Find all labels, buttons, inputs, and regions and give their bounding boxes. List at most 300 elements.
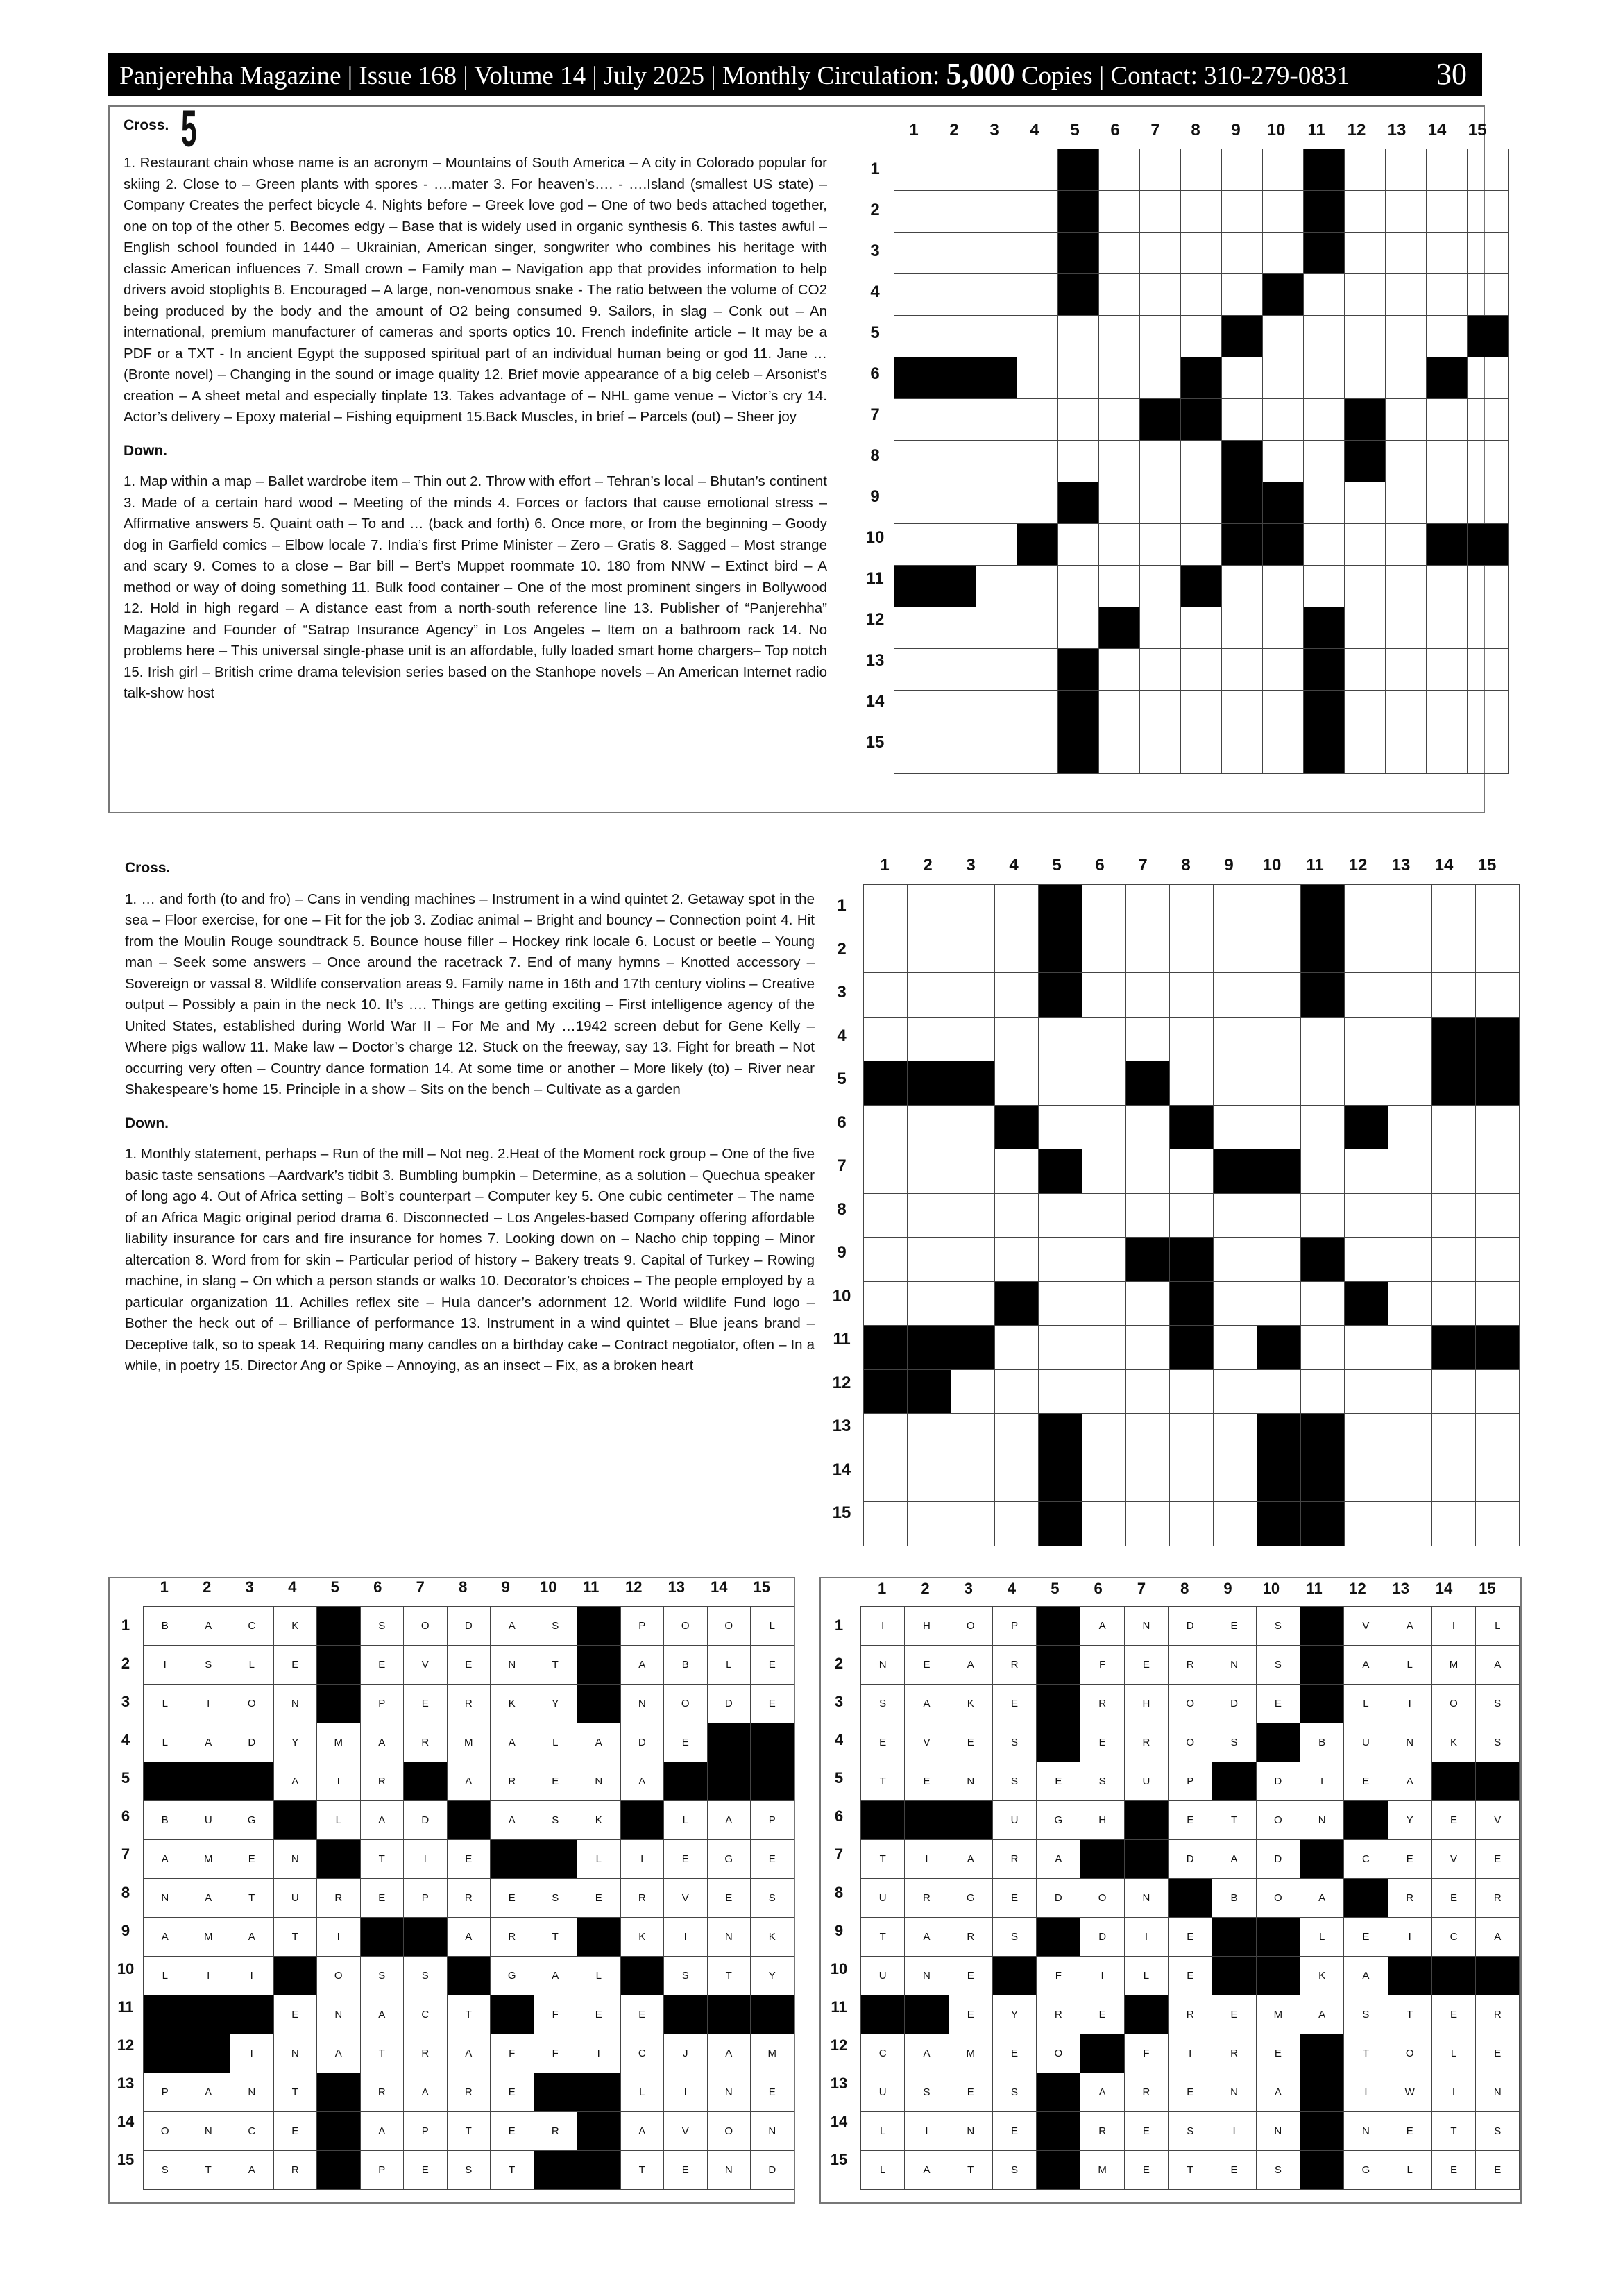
empty-square[interactable] bbox=[1017, 149, 1058, 191]
empty-square[interactable] bbox=[1468, 482, 1509, 524]
empty-square[interactable] bbox=[1301, 1149, 1345, 1194]
empty-square[interactable] bbox=[1386, 524, 1427, 566]
empty-square[interactable] bbox=[1476, 1458, 1520, 1502]
empty-square[interactable] bbox=[935, 732, 976, 774]
empty-square[interactable] bbox=[935, 233, 976, 274]
empty-square[interactable] bbox=[1388, 1017, 1432, 1061]
empty-square[interactable] bbox=[1181, 524, 1222, 566]
empty-square[interactable] bbox=[1170, 1061, 1214, 1106]
empty-square[interactable] bbox=[1432, 1458, 1476, 1502]
empty-square[interactable] bbox=[908, 885, 951, 929]
empty-square[interactable] bbox=[935, 607, 976, 649]
empty-square[interactable] bbox=[1017, 316, 1058, 357]
empty-square[interactable] bbox=[1263, 649, 1304, 691]
empty-square[interactable] bbox=[1222, 649, 1263, 691]
empty-square[interactable] bbox=[1214, 1281, 1257, 1326]
empty-square[interactable] bbox=[1058, 441, 1099, 482]
empty-square[interactable] bbox=[1263, 691, 1304, 732]
empty-square[interactable] bbox=[1017, 357, 1058, 399]
empty-square[interactable] bbox=[935, 399, 976, 441]
empty-square[interactable] bbox=[1082, 1281, 1126, 1326]
empty-square[interactable] bbox=[1082, 1061, 1126, 1106]
empty-square[interactable] bbox=[1126, 1326, 1170, 1370]
empty-square[interactable] bbox=[1427, 191, 1468, 233]
empty-square[interactable] bbox=[1386, 566, 1427, 607]
empty-square[interactable] bbox=[976, 316, 1017, 357]
empty-square[interactable] bbox=[1082, 1105, 1126, 1149]
empty-square[interactable] bbox=[1468, 191, 1509, 233]
empty-square[interactable] bbox=[1181, 316, 1222, 357]
empty-square[interactable] bbox=[1222, 732, 1263, 774]
empty-square[interactable] bbox=[1214, 1369, 1257, 1414]
empty-square[interactable] bbox=[1140, 274, 1181, 316]
empty-square[interactable] bbox=[894, 316, 935, 357]
empty-square[interactable] bbox=[864, 1502, 908, 1546]
empty-square[interactable] bbox=[1257, 1017, 1301, 1061]
empty-square[interactable] bbox=[935, 149, 976, 191]
empty-square[interactable] bbox=[1099, 441, 1140, 482]
empty-square[interactable] bbox=[1058, 316, 1099, 357]
empty-square[interactable] bbox=[1170, 1193, 1214, 1238]
empty-square[interactable] bbox=[1214, 1061, 1257, 1106]
empty-square[interactable] bbox=[1126, 1458, 1170, 1502]
empty-square[interactable] bbox=[864, 1414, 908, 1458]
empty-square[interactable] bbox=[1257, 1281, 1301, 1326]
empty-square[interactable] bbox=[1476, 929, 1520, 973]
empty-square[interactable] bbox=[1263, 607, 1304, 649]
empty-square[interactable] bbox=[1263, 399, 1304, 441]
empty-square[interactable] bbox=[1468, 649, 1509, 691]
empty-square[interactable] bbox=[1058, 399, 1099, 441]
empty-square[interactable] bbox=[1304, 399, 1345, 441]
empty-square[interactable] bbox=[1126, 1414, 1170, 1458]
empty-square[interactable] bbox=[1257, 1061, 1301, 1106]
empty-square[interactable] bbox=[1170, 929, 1214, 973]
empty-square[interactable] bbox=[1388, 1149, 1432, 1194]
empty-square[interactable] bbox=[1427, 399, 1468, 441]
empty-square[interactable] bbox=[1039, 1017, 1082, 1061]
empty-square[interactable] bbox=[1476, 973, 1520, 1018]
empty-square[interactable] bbox=[1388, 1458, 1432, 1502]
empty-square[interactable] bbox=[1345, 316, 1386, 357]
empty-square[interactable] bbox=[1170, 1149, 1214, 1194]
empty-square[interactable] bbox=[995, 1193, 1039, 1238]
empty-square[interactable] bbox=[1468, 399, 1509, 441]
empty-square[interactable] bbox=[1345, 1369, 1388, 1414]
empty-square[interactable] bbox=[1427, 691, 1468, 732]
empty-square[interactable] bbox=[1082, 1149, 1126, 1194]
empty-square[interactable] bbox=[864, 929, 908, 973]
empty-square[interactable] bbox=[1427, 649, 1468, 691]
empty-square[interactable] bbox=[1126, 1017, 1170, 1061]
empty-square[interactable] bbox=[1126, 1369, 1170, 1414]
empty-square[interactable] bbox=[1170, 1414, 1214, 1458]
empty-square[interactable] bbox=[1140, 482, 1181, 524]
empty-square[interactable] bbox=[995, 929, 1039, 973]
empty-square[interactable] bbox=[1140, 149, 1181, 191]
empty-square[interactable] bbox=[1257, 1238, 1301, 1282]
empty-square[interactable] bbox=[1257, 1105, 1301, 1149]
empty-square[interactable] bbox=[894, 191, 935, 233]
empty-square[interactable] bbox=[1345, 482, 1386, 524]
empty-square[interactable] bbox=[1386, 649, 1427, 691]
empty-square[interactable] bbox=[1140, 316, 1181, 357]
empty-square[interactable] bbox=[1140, 357, 1181, 399]
empty-square[interactable] bbox=[951, 1149, 995, 1194]
empty-square[interactable] bbox=[935, 524, 976, 566]
empty-square[interactable] bbox=[976, 441, 1017, 482]
empty-square[interactable] bbox=[1468, 607, 1509, 649]
empty-square[interactable] bbox=[1126, 885, 1170, 929]
empty-square[interactable] bbox=[1427, 607, 1468, 649]
empty-square[interactable] bbox=[935, 441, 976, 482]
empty-square[interactable] bbox=[1468, 357, 1509, 399]
empty-square[interactable] bbox=[864, 1105, 908, 1149]
empty-square[interactable] bbox=[1222, 607, 1263, 649]
empty-square[interactable] bbox=[894, 274, 935, 316]
empty-square[interactable] bbox=[1386, 191, 1427, 233]
empty-square[interactable] bbox=[951, 1238, 995, 1282]
empty-square[interactable] bbox=[1126, 929, 1170, 973]
empty-square[interactable] bbox=[995, 1149, 1039, 1194]
empty-square[interactable] bbox=[1017, 649, 1058, 691]
empty-square[interactable] bbox=[1082, 1193, 1126, 1238]
empty-square[interactable] bbox=[1432, 1149, 1476, 1194]
empty-square[interactable] bbox=[864, 1281, 908, 1326]
empty-square[interactable] bbox=[894, 441, 935, 482]
empty-square[interactable] bbox=[1099, 482, 1140, 524]
empty-square[interactable] bbox=[1214, 1105, 1257, 1149]
empty-square[interactable] bbox=[1214, 1502, 1257, 1546]
empty-square[interactable] bbox=[951, 1502, 995, 1546]
empty-square[interactable] bbox=[1257, 973, 1301, 1018]
empty-square[interactable] bbox=[894, 607, 935, 649]
empty-square[interactable] bbox=[1345, 1238, 1388, 1282]
empty-square[interactable] bbox=[1304, 566, 1345, 607]
empty-square[interactable] bbox=[951, 973, 995, 1018]
empty-square[interactable] bbox=[1432, 929, 1476, 973]
empty-square[interactable] bbox=[1432, 1369, 1476, 1414]
empty-square[interactable] bbox=[1257, 1193, 1301, 1238]
empty-square[interactable] bbox=[1170, 1458, 1214, 1502]
empty-square[interactable] bbox=[1039, 1281, 1082, 1326]
empty-square[interactable] bbox=[1476, 1281, 1520, 1326]
empty-square[interactable] bbox=[1345, 274, 1386, 316]
empty-square[interactable] bbox=[1476, 1369, 1520, 1414]
empty-square[interactable] bbox=[995, 1061, 1039, 1106]
empty-square[interactable] bbox=[1263, 191, 1304, 233]
empty-square[interactable] bbox=[1427, 149, 1468, 191]
empty-square[interactable] bbox=[1263, 357, 1304, 399]
empty-square[interactable] bbox=[935, 191, 976, 233]
empty-square[interactable] bbox=[1058, 524, 1099, 566]
empty-square[interactable] bbox=[1388, 1105, 1432, 1149]
empty-square[interactable] bbox=[864, 885, 908, 929]
empty-square[interactable] bbox=[908, 1414, 951, 1458]
empty-square[interactable] bbox=[951, 885, 995, 929]
empty-square[interactable] bbox=[1345, 973, 1388, 1018]
empty-square[interactable] bbox=[1222, 149, 1263, 191]
empty-square[interactable] bbox=[1017, 607, 1058, 649]
empty-square[interactable] bbox=[1345, 233, 1386, 274]
empty-square[interactable] bbox=[908, 1502, 951, 1546]
empty-square[interactable] bbox=[935, 316, 976, 357]
empty-square[interactable] bbox=[1257, 929, 1301, 973]
empty-square[interactable] bbox=[1345, 566, 1386, 607]
empty-square[interactable] bbox=[1301, 1017, 1345, 1061]
empty-square[interactable] bbox=[1099, 691, 1140, 732]
empty-square[interactable] bbox=[1181, 441, 1222, 482]
empty-square[interactable] bbox=[1082, 1017, 1126, 1061]
empty-square[interactable] bbox=[995, 1238, 1039, 1282]
empty-square[interactable] bbox=[1263, 316, 1304, 357]
empty-square[interactable] bbox=[1222, 691, 1263, 732]
empty-square[interactable] bbox=[1017, 274, 1058, 316]
empty-square[interactable] bbox=[1468, 691, 1509, 732]
empty-square[interactable] bbox=[1126, 1281, 1170, 1326]
empty-square[interactable] bbox=[908, 1017, 951, 1061]
empty-square[interactable] bbox=[976, 649, 1017, 691]
empty-square[interactable] bbox=[1214, 1458, 1257, 1502]
empty-square[interactable] bbox=[1263, 149, 1304, 191]
empty-square[interactable] bbox=[1170, 1017, 1214, 1061]
empty-square[interactable] bbox=[1386, 399, 1427, 441]
empty-square[interactable] bbox=[995, 1017, 1039, 1061]
empty-square[interactable] bbox=[1386, 316, 1427, 357]
empty-square[interactable] bbox=[995, 1369, 1039, 1414]
empty-square[interactable] bbox=[1476, 1414, 1520, 1458]
empty-square[interactable] bbox=[1345, 649, 1386, 691]
empty-square[interactable] bbox=[1082, 973, 1126, 1018]
empty-square[interactable] bbox=[1432, 973, 1476, 1018]
empty-square[interactable] bbox=[1304, 441, 1345, 482]
empty-square[interactable] bbox=[1099, 566, 1140, 607]
empty-square[interactable] bbox=[1345, 1502, 1388, 1546]
empty-square[interactable] bbox=[1099, 316, 1140, 357]
empty-square[interactable] bbox=[1181, 649, 1222, 691]
empty-square[interactable] bbox=[951, 1281, 995, 1326]
empty-square[interactable] bbox=[1099, 524, 1140, 566]
empty-square[interactable] bbox=[976, 691, 1017, 732]
empty-square[interactable] bbox=[1345, 1061, 1388, 1106]
empty-square[interactable] bbox=[951, 1369, 995, 1414]
empty-square[interactable] bbox=[1214, 885, 1257, 929]
empty-square[interactable] bbox=[1126, 1149, 1170, 1194]
empty-square[interactable] bbox=[908, 1193, 951, 1238]
empty-square[interactable] bbox=[1214, 1017, 1257, 1061]
empty-square[interactable] bbox=[1386, 732, 1427, 774]
empty-square[interactable] bbox=[1301, 1281, 1345, 1326]
empty-square[interactable] bbox=[1468, 441, 1509, 482]
empty-square[interactable] bbox=[908, 973, 951, 1018]
empty-square[interactable] bbox=[1427, 274, 1468, 316]
empty-square[interactable] bbox=[1181, 149, 1222, 191]
empty-square[interactable] bbox=[1386, 357, 1427, 399]
empty-square[interactable] bbox=[995, 1458, 1039, 1502]
empty-square[interactable] bbox=[1468, 566, 1509, 607]
empty-square[interactable] bbox=[1058, 566, 1099, 607]
empty-square[interactable] bbox=[864, 1193, 908, 1238]
empty-square[interactable] bbox=[1082, 885, 1126, 929]
empty-square[interactable] bbox=[951, 1017, 995, 1061]
empty-square[interactable] bbox=[1476, 885, 1520, 929]
empty-square[interactable] bbox=[1099, 149, 1140, 191]
empty-square[interactable] bbox=[1082, 1414, 1126, 1458]
empty-square[interactable] bbox=[1222, 191, 1263, 233]
empty-square[interactable] bbox=[1140, 441, 1181, 482]
empty-square[interactable] bbox=[894, 233, 935, 274]
empty-square[interactable] bbox=[894, 149, 935, 191]
empty-square[interactable] bbox=[1388, 1414, 1432, 1458]
empty-square[interactable] bbox=[1214, 929, 1257, 973]
empty-square[interactable] bbox=[1017, 691, 1058, 732]
empty-square[interactable] bbox=[1214, 1414, 1257, 1458]
empty-square[interactable] bbox=[1039, 1238, 1082, 1282]
empty-square[interactable] bbox=[1082, 1238, 1126, 1282]
empty-square[interactable] bbox=[1301, 1193, 1345, 1238]
empty-square[interactable] bbox=[1126, 1502, 1170, 1546]
empty-square[interactable] bbox=[1082, 1502, 1126, 1546]
empty-square[interactable] bbox=[1170, 1369, 1214, 1414]
empty-square[interactable] bbox=[1140, 691, 1181, 732]
empty-square[interactable] bbox=[976, 524, 1017, 566]
empty-square[interactable] bbox=[1345, 691, 1386, 732]
empty-square[interactable] bbox=[1140, 649, 1181, 691]
empty-square[interactable] bbox=[1082, 1458, 1126, 1502]
empty-square[interactable] bbox=[1017, 399, 1058, 441]
empty-square[interactable] bbox=[1214, 973, 1257, 1018]
empty-square[interactable] bbox=[1388, 1281, 1432, 1326]
empty-square[interactable] bbox=[976, 274, 1017, 316]
empty-square[interactable] bbox=[1345, 1017, 1388, 1061]
empty-square[interactable] bbox=[1345, 1193, 1388, 1238]
empty-square[interactable] bbox=[976, 566, 1017, 607]
empty-square[interactable] bbox=[1181, 274, 1222, 316]
empty-square[interactable] bbox=[1345, 1414, 1388, 1458]
empty-square[interactable] bbox=[1468, 274, 1509, 316]
empty-square[interactable] bbox=[1263, 441, 1304, 482]
empty-square[interactable] bbox=[935, 274, 976, 316]
empty-square[interactable] bbox=[1388, 1238, 1432, 1282]
empty-square[interactable] bbox=[1257, 885, 1301, 929]
empty-square[interactable] bbox=[894, 691, 935, 732]
empty-square[interactable] bbox=[1304, 357, 1345, 399]
empty-square[interactable] bbox=[1170, 1502, 1214, 1546]
empty-square[interactable] bbox=[1099, 399, 1140, 441]
empty-square[interactable] bbox=[951, 1193, 995, 1238]
empty-square[interactable] bbox=[1140, 524, 1181, 566]
empty-square[interactable] bbox=[1304, 274, 1345, 316]
empty-square[interactable] bbox=[1345, 607, 1386, 649]
empty-square[interactable] bbox=[1099, 732, 1140, 774]
empty-square[interactable] bbox=[1039, 1369, 1082, 1414]
empty-square[interactable] bbox=[1386, 233, 1427, 274]
empty-square[interactable] bbox=[864, 1238, 908, 1282]
empty-square[interactable] bbox=[976, 607, 1017, 649]
empty-square[interactable] bbox=[1181, 191, 1222, 233]
empty-square[interactable] bbox=[1140, 566, 1181, 607]
empty-square[interactable] bbox=[1170, 973, 1214, 1018]
empty-square[interactable] bbox=[976, 233, 1017, 274]
empty-square[interactable] bbox=[1388, 885, 1432, 929]
empty-square[interactable] bbox=[1304, 482, 1345, 524]
empty-square[interactable] bbox=[935, 691, 976, 732]
empty-square[interactable] bbox=[1345, 1149, 1388, 1194]
empty-square[interactable] bbox=[1301, 1369, 1345, 1414]
empty-square[interactable] bbox=[1017, 191, 1058, 233]
empty-square[interactable] bbox=[1082, 929, 1126, 973]
empty-square[interactable] bbox=[976, 732, 1017, 774]
empty-square[interactable] bbox=[1181, 607, 1222, 649]
empty-square[interactable] bbox=[976, 482, 1017, 524]
empty-square[interactable] bbox=[908, 1105, 951, 1149]
empty-square[interactable] bbox=[1345, 929, 1388, 973]
empty-square[interactable] bbox=[1039, 1061, 1082, 1106]
empty-square[interactable] bbox=[894, 649, 935, 691]
empty-square[interactable] bbox=[1301, 1105, 1345, 1149]
empty-square[interactable] bbox=[951, 1458, 995, 1502]
empty-square[interactable] bbox=[1214, 1193, 1257, 1238]
empty-square[interactable] bbox=[995, 1502, 1039, 1546]
empty-square[interactable] bbox=[1181, 732, 1222, 774]
empty-square[interactable] bbox=[864, 1017, 908, 1061]
empty-square[interactable] bbox=[1476, 1502, 1520, 1546]
empty-square[interactable] bbox=[1126, 1193, 1170, 1238]
empty-square[interactable] bbox=[1388, 1502, 1432, 1546]
empty-square[interactable] bbox=[1432, 1414, 1476, 1458]
empty-square[interactable] bbox=[995, 885, 1039, 929]
empty-square[interactable] bbox=[1476, 1238, 1520, 1282]
empty-square[interactable] bbox=[1126, 1105, 1170, 1149]
empty-square[interactable] bbox=[1345, 1326, 1388, 1370]
empty-square[interactable] bbox=[908, 1149, 951, 1194]
empty-square[interactable] bbox=[1388, 1061, 1432, 1106]
empty-square[interactable] bbox=[1263, 566, 1304, 607]
empty-square[interactable] bbox=[1263, 233, 1304, 274]
empty-square[interactable] bbox=[1386, 607, 1427, 649]
empty-square[interactable] bbox=[995, 973, 1039, 1018]
empty-square[interactable] bbox=[1386, 274, 1427, 316]
empty-square[interactable] bbox=[894, 732, 935, 774]
empty-square[interactable] bbox=[1432, 1281, 1476, 1326]
empty-square[interactable] bbox=[1345, 191, 1386, 233]
empty-square[interactable] bbox=[1222, 233, 1263, 274]
empty-square[interactable] bbox=[1345, 524, 1386, 566]
empty-square[interactable] bbox=[1427, 482, 1468, 524]
empty-square[interactable] bbox=[1345, 885, 1388, 929]
empty-square[interactable] bbox=[1476, 1193, 1520, 1238]
empty-square[interactable] bbox=[1263, 732, 1304, 774]
empty-square[interactable] bbox=[1082, 1326, 1126, 1370]
empty-square[interactable] bbox=[1126, 973, 1170, 1018]
empty-square[interactable] bbox=[1039, 1193, 1082, 1238]
empty-square[interactable] bbox=[1468, 732, 1509, 774]
empty-square[interactable] bbox=[976, 149, 1017, 191]
empty-square[interactable] bbox=[1386, 441, 1427, 482]
empty-square[interactable] bbox=[864, 1149, 908, 1194]
empty-square[interactable] bbox=[1170, 885, 1214, 929]
empty-square[interactable] bbox=[864, 1458, 908, 1502]
empty-square[interactable] bbox=[1427, 441, 1468, 482]
empty-square[interactable] bbox=[1222, 274, 1263, 316]
empty-square[interactable] bbox=[1181, 482, 1222, 524]
empty-square[interactable] bbox=[908, 1238, 951, 1282]
empty-square[interactable] bbox=[935, 649, 976, 691]
empty-square[interactable] bbox=[1257, 1369, 1301, 1414]
empty-square[interactable] bbox=[1082, 1369, 1126, 1414]
empty-square[interactable] bbox=[1388, 1193, 1432, 1238]
empty-square[interactable] bbox=[1140, 732, 1181, 774]
